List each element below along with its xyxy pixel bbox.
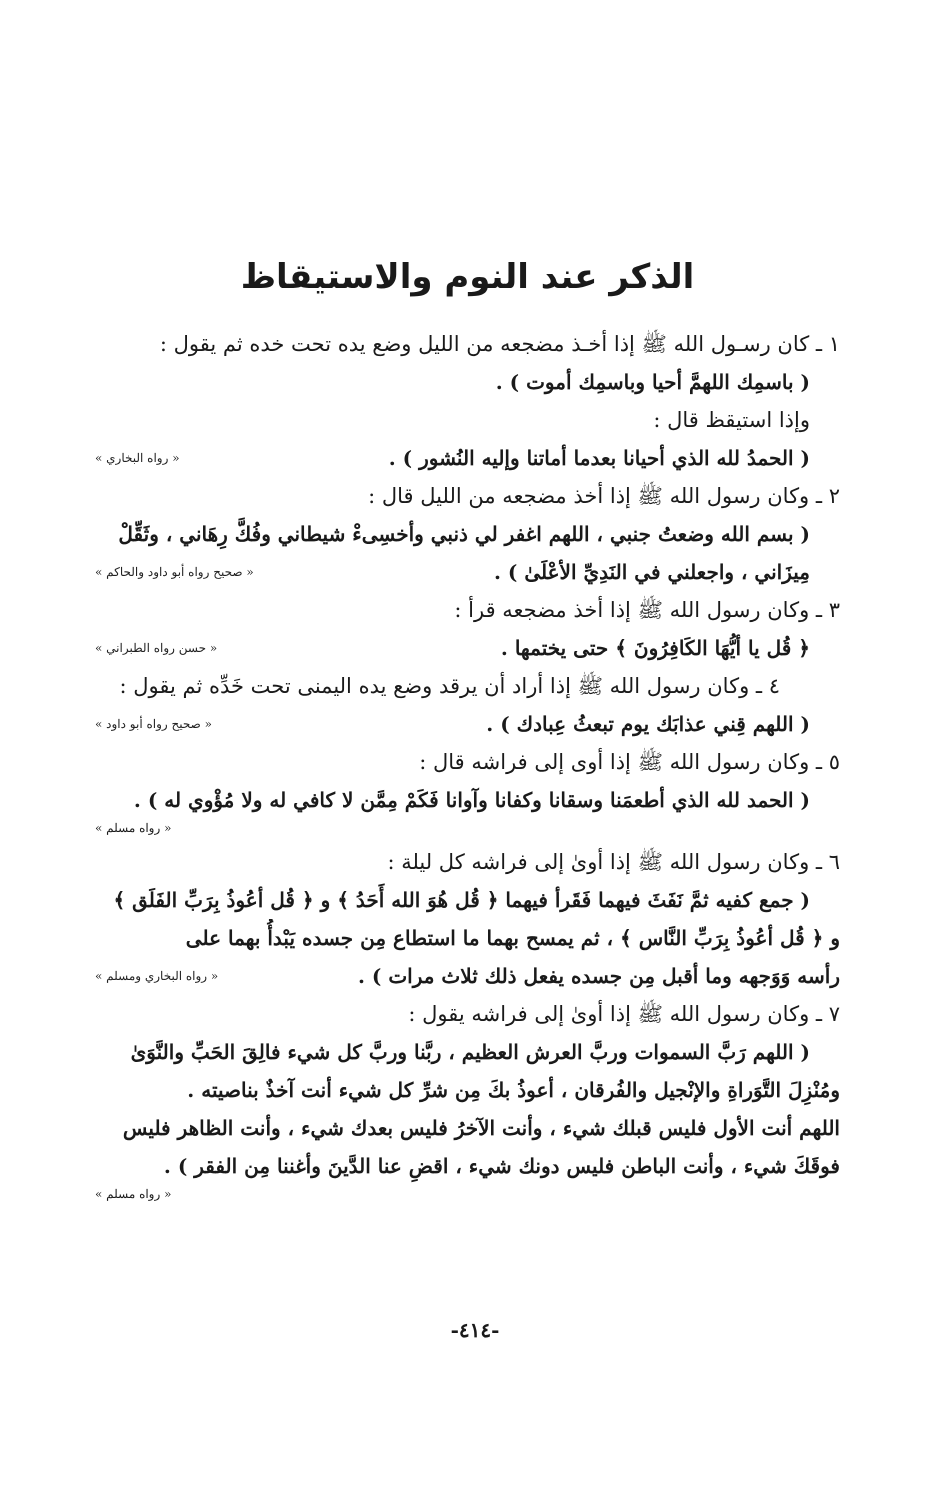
item-1-line-1: ١ ـ كان رسـول الله ﷺ إذا أخـذ مضجعه من الليل وضع يده تحت خده ثم يقول : (159, 332, 840, 356)
item-5-source-line (95, 819, 840, 837)
item-1-line-2: ( باسمِك اللهمَّ أحيا وباسمِك أموت ) . (495, 370, 810, 394)
item-4-line-1: ٤ ـ وكان رسول الله ﷺ إذا أراد أن يرقد وضع يده اليمنى تحت خَدِّه ثم يقول : (119, 674, 780, 698)
item-3-source: « حسن رواه الطبراني » (95, 641, 218, 655)
item-7-line-3: ومُنْزِلَ التَّوَراةِ والإنْجيل والفُرقان ، أعوذُ بكَ مِن شرِّ كل شيء أنت آخذٌ بناصيته . (187, 1078, 840, 1102)
item-5-source: « رواه مسلم » (95, 821, 172, 835)
item-3-line-1: ٣ ـ وكان رسول الله ﷺ إذا أخذ مضجعه قرأ : (454, 598, 840, 622)
item-3 (95, 591, 840, 667)
item-3-line-2 (95, 629, 840, 667)
item-2-source: « صحيح رواه أبو داود والحاكم » (95, 565, 254, 579)
item-6-line-4 (95, 957, 840, 995)
item-5-line-1: ٥ ـ وكان رسول الله ﷺ إذا أوى إلى فراشه قال : (419, 750, 840, 774)
document-page (95, 255, 840, 1203)
item-3-text-2: ﴿ قُل يا أيُّهَا الكَافِرُونَ ﴾ حتى يختمها . (500, 636, 810, 660)
item-6-line-1: ٦ ـ وكان رسول الله ﷺ إذا أوىٰ إلى فراشه كل ليلة : (387, 850, 840, 874)
item-1-source: « رواه البخاري » (95, 451, 180, 465)
item-6-source: « رواه البخاري ومسلم » (95, 969, 219, 983)
item-7-line-2: ( اللهم رَبَّ السموات وربَّ العرش العظيم ، ربَّنا وربَّ كل شيء فالِقَ الحَبِّ والنَّوَىٰ (130, 1040, 810, 1064)
item-7-line-4: اللهم أنت الأول فليس قبلك شيء ، وأنت الآخرُ فليس بعدك شيء ، وأنت الظاهر فليس (122, 1116, 840, 1140)
item-7-line-5: فوقَكَ شيء ، وأنت الباطن فليس دونك شيء ، اقضِ عنا الدَّينَ وأغننا مِن الفقر ) . (163, 1154, 840, 1178)
item-2-line-1: ٢ ـ وكان رسول الله ﷺ إذا أخذ مضجعه من الليل قال : (368, 484, 840, 508)
item-4-source: « صحيح رواه أبو داود » (95, 717, 212, 731)
item-4-text-2: ( اللهم قِني عذابَك يوم تبعثُ عِبادك ) . (486, 712, 810, 736)
item-7-source-line (95, 1185, 840, 1203)
item-1-line-3: وإذا استيقظ قال : (653, 408, 810, 432)
item-6-line-2: ( جمع كفيه ثمَّ نَفَثَ فيهما فَقَرأ فيهما ﴿ قُل هُوَ الله أَحَدُ ﴾ و ﴿ قُل أعُوذُ بِرَبِّ الفَلَق ﴾ (113, 888, 810, 912)
item-6-text-4: رأسه وَوَجهه وما أقبل مِن جسده يفعل ذلك ثلاث مرات ) . (357, 964, 840, 988)
item-1 (95, 325, 840, 477)
item-5 (95, 743, 840, 837)
item-4-line-2 (95, 705, 840, 743)
item-6 (95, 843, 840, 995)
item-2-line-2: ( بسم الله وضعتُ جنبي ، اللهم اغفر لي ذنبي وأخسِىءْ شيطاني وفُكَّ رِهَاني ، وثَقِّلْ (118, 522, 810, 546)
item-2 (95, 477, 840, 591)
item-7-line-1: ٧ ـ وكان رسول الله ﷺ إذا أوىٰ إلى فراشه يقول : (408, 1002, 840, 1026)
item-7 (95, 995, 840, 1203)
item-5-line-2: ( الحمد لله الذي أطعمَنا وسقانا وكفانا وآوانا فَكَمْ مِمَّن لا كافي له ولا مُؤْوي له ) . (133, 788, 810, 812)
item-7-source: « رواه مسلم » (95, 1187, 172, 1201)
item-2-line-3 (95, 553, 840, 591)
item-6-line-3: و ﴿ قُل أعُوذُ بِرَبِّ النَّاس ﴾ ، ثم يمسح بهما ما استطاع مِن جسده يَبْدأُ بهما على (185, 926, 840, 950)
item-4 (95, 667, 840, 743)
page-number: -٤١٤- (450, 1318, 500, 1342)
item-1-line-4 (95, 439, 840, 477)
item-2-text-3: مِيزَاني ، واجعلني في النَدِيِّ الأعْلَىٰ ) . (493, 560, 810, 584)
item-1-text-4: ( الحمدُ لله الذي أحيانا بعدما أماتنا وإليه النُشور ) . (388, 446, 810, 470)
page-title: الذكر عند النوم والاستيقاظ (240, 257, 695, 297)
